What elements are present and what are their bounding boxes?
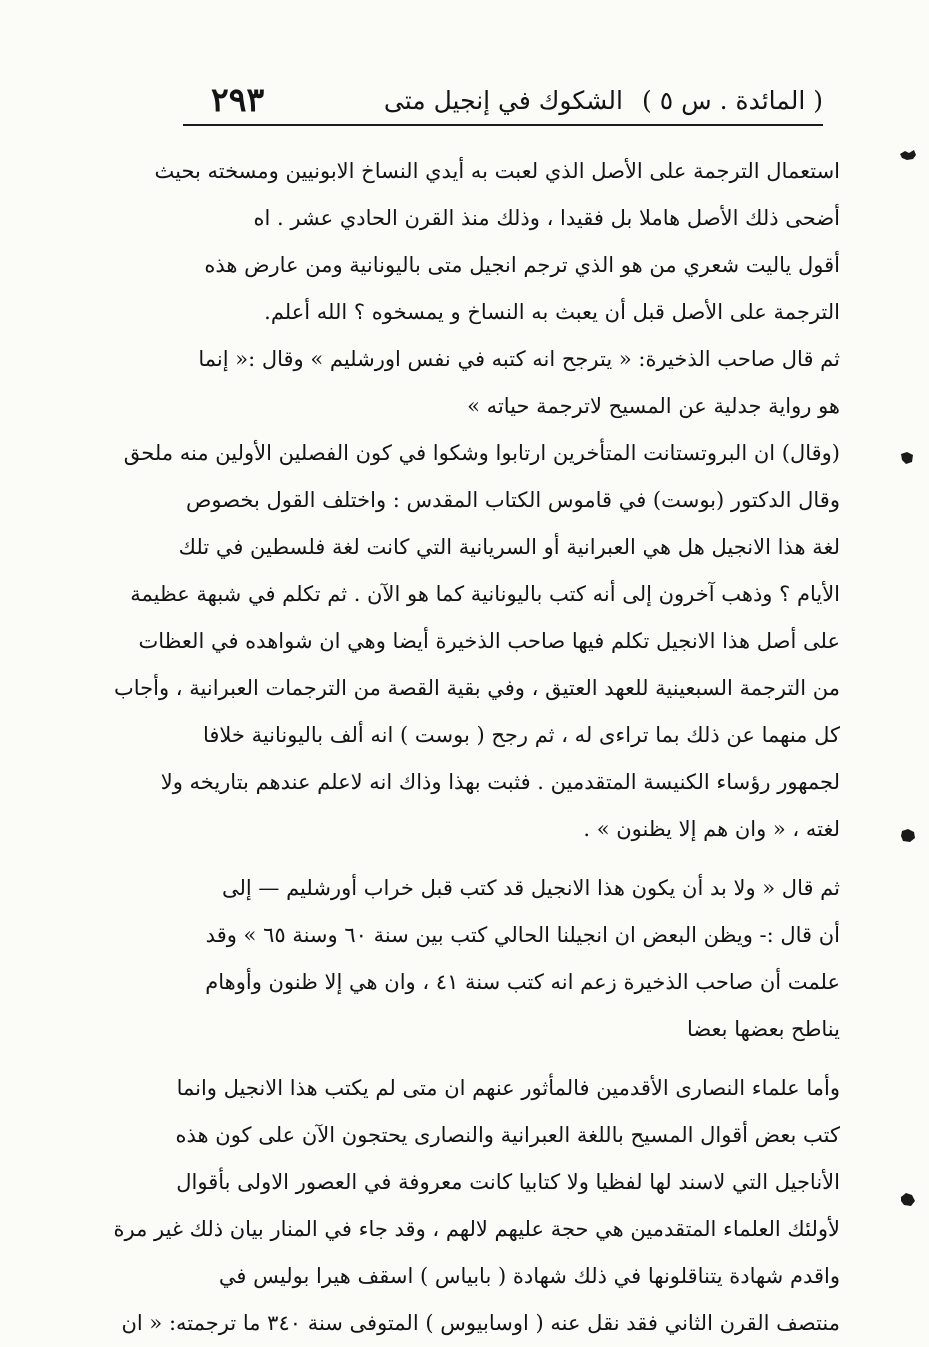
text-line: الترجمة على الأصل قبل أن يعبث به النساخ و يمسخوه ؟ الله أعلم. xyxy=(264,300,840,324)
text-line: لغته ، « وان هم إلا يظنون » . xyxy=(583,817,840,841)
paragraph-gap xyxy=(160,853,840,865)
header-rule xyxy=(183,124,823,126)
text-line: ثم قال « ولا بد أن يكون هذا الانجيل قد كتب قبل خراب أورشليم — إلى xyxy=(221,876,840,900)
page-number: ٢٩٣ xyxy=(211,80,265,119)
text-line: الأناجيل التي لاسند لها لفظيا ولا كتابيا كانت معروفة في العصور الاولى بأقوال xyxy=(176,1170,840,1194)
text-line: كتب بعض أقوال المسيح باللغة العبرانية والنصارى يحتجون الآن على كون هذه xyxy=(175,1123,840,1147)
text-line: لجمهور رؤساء الكنيسة المتقدمين . فثبت بهذا وذاك انه لاعلم عندهم بتاريخه ولا xyxy=(160,770,840,794)
text-line: علمت أن صاحب الذخيرة زعم انه كتب سنة ٤١ ، وان هي إلا ظنون وأوهام xyxy=(205,970,840,994)
text-line: أن قال :- ويظن البعض ان انجيلنا الحالي كتب بين سنة ٦٠ وسنة ٦٥ » وقد xyxy=(205,923,840,947)
text-line: (وقال) ان البروتستانت المتأخرين ارتابوا وشكوا في كون الفصلين الأولين منه ملحق xyxy=(123,441,840,465)
text-line: يناطح بعضها بعضا xyxy=(686,1017,840,1041)
text-line: استعمال الترجمة على الأصل الذي لعبت به أيدي النساخ الابونيين ومسخته بحيث xyxy=(154,159,840,183)
scan-mark-icon xyxy=(898,146,918,166)
text-line: واقدم شهادة يتناقلونها في ذلك شهادة ( بابياس ) اسقف هيرا بوليس في xyxy=(218,1264,840,1288)
text-line: أضحى ذلك الأصل هاملا بل فقيدا ، وذلك منذ القرن الحادي عشر . اه xyxy=(253,206,840,230)
text-line: كل منهما عن ذلك بما تراءى له ، ثم رجح ( بوست ) انه ألف باليونانية خلافا xyxy=(202,723,840,747)
text-line: ثم قال صاحب الذخيرة: « يترجح انه كتبه في نفس اورشليم » وقال :« إنما xyxy=(198,347,840,371)
scan-mark-icon xyxy=(898,1190,918,1210)
paragraph-gap xyxy=(160,1053,840,1065)
scan-mark-icon xyxy=(898,448,918,468)
running-title: الشكوك في إنجيل متى xyxy=(383,86,623,115)
chapter-reference: ( المائدة . س ٥ ) xyxy=(642,86,823,115)
scan-mark-icon xyxy=(898,826,918,846)
text-line: هو رواية جدلية عن المسيح لاترجمة حياته » xyxy=(467,394,840,418)
page-body xyxy=(113,148,840,1347)
text-line: على أصل هذا الانجيل تكلم فيها صاحب الذخيرة أيضا وهي ان شواهده في العظات xyxy=(138,629,840,653)
text-line: لأولئك العلماء المتقدمين هي حجة عليهم لالهم ، وقد جاء في المنار بيان ذلك غير مرة xyxy=(113,1217,840,1241)
text-line: وأما علماء النصارى الأقدمين فالمأثور عنهم ان متى لم يكتب هذا الانجيل وانما xyxy=(176,1076,840,1100)
text-line: منتصف القرن الثاني فقد نقل عنه ( اوسابيوس ) المتوفى سنة ٣٤٠ ما ترجمته: « ان xyxy=(121,1311,840,1335)
text-line: أقول ياليت شعري من هو الذي ترجم انجيل متى باليونانية ومن عارض هذه xyxy=(204,253,840,277)
running-header xyxy=(183,80,823,124)
text-line: الأيام ؟ وذهب آخرون إلى أنه كتب باليونانية كما هو الآن . ثم تكلم في شبهة عظيمة xyxy=(130,582,840,606)
text-line: لغة هذا الانجيل هل هي العبرانية أو السريانية التي كانت لغة فلسطين في تلك xyxy=(178,535,840,559)
text-line: من الترجمة السبعينية للعهد العتيق ، وفي بقية القصة من الترجمات العبرانية ، وأجاب xyxy=(114,676,840,700)
text-line: وقال الدكتور (بوست) في قاموس الكتاب المقدس : واختلف القول بخصوص xyxy=(185,488,840,512)
